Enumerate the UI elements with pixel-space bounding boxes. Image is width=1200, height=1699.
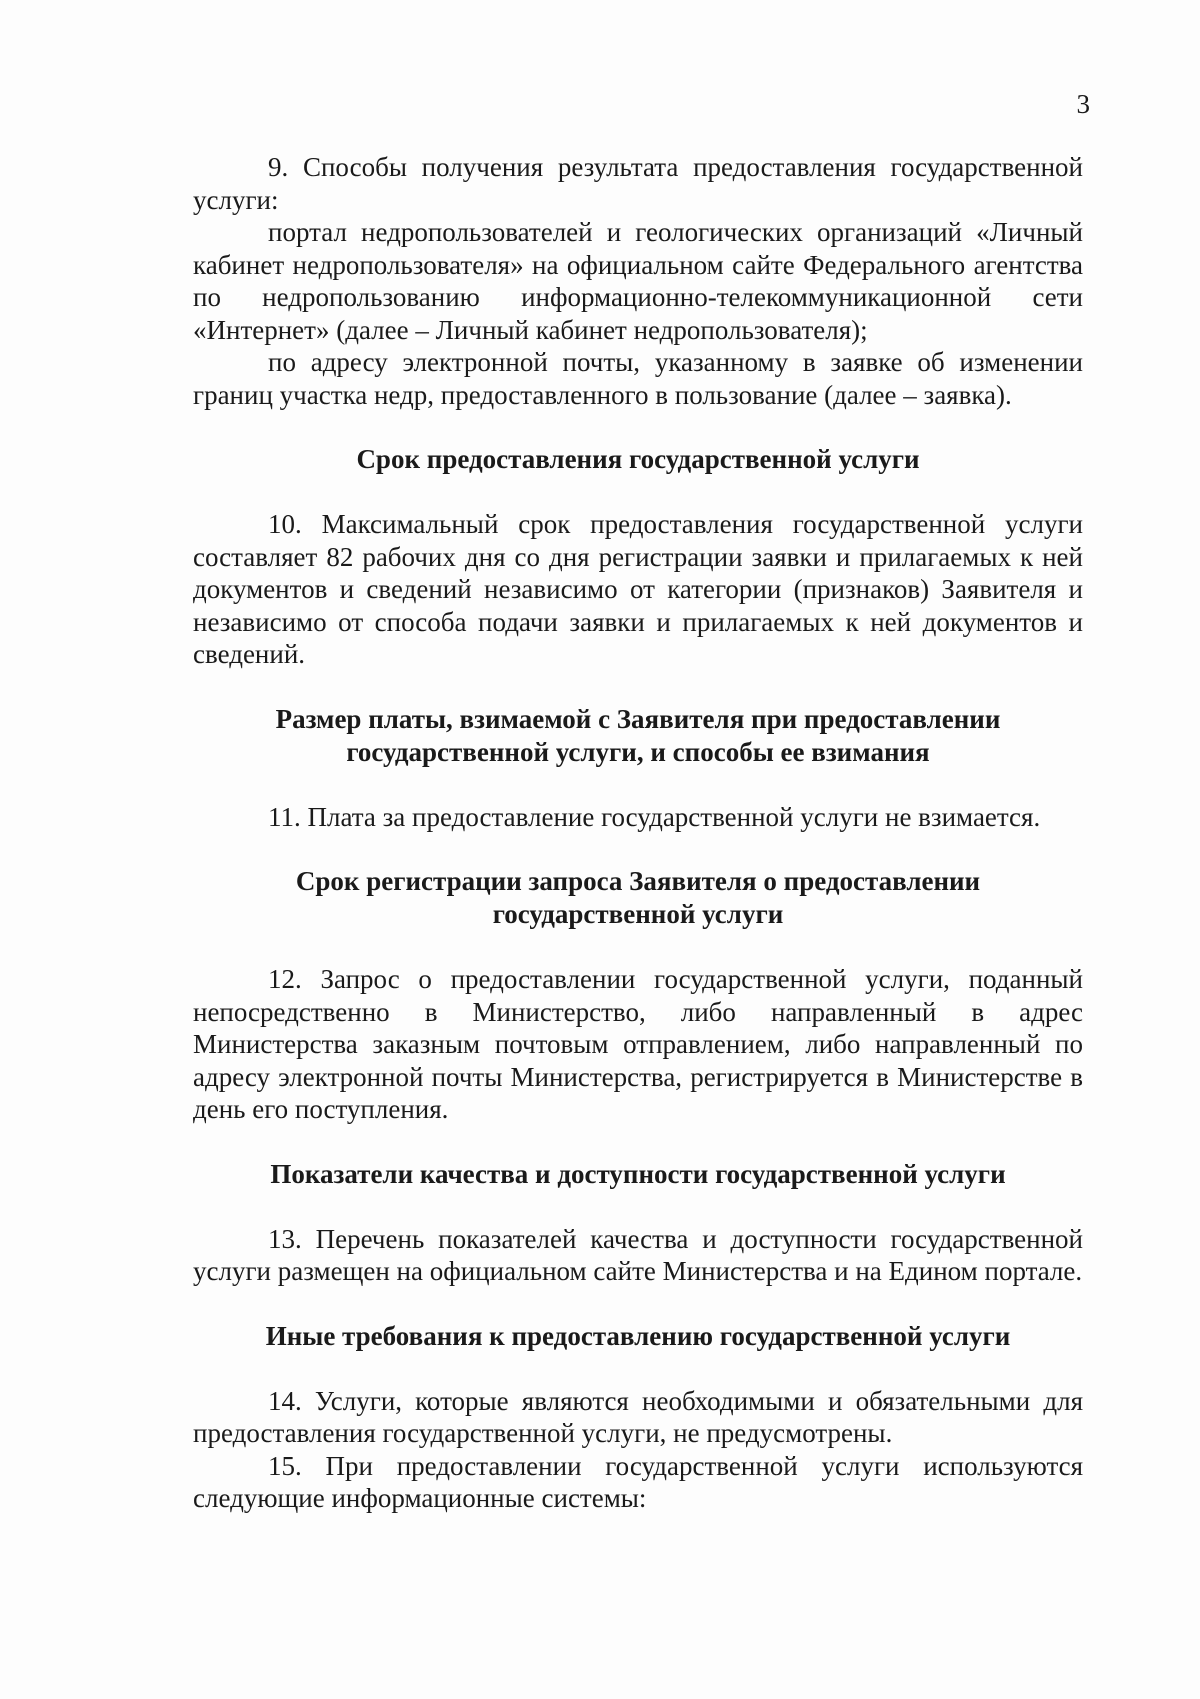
heading-fee-line-1: Размер платы, взимаемой с Заявителя при предоставлении xyxy=(275,703,1001,734)
heading-registration-term xyxy=(193,865,1083,931)
heading-quality-indicators xyxy=(193,1158,1083,1191)
heading-service-term-line-1: Срок предоставления государственной услуги xyxy=(356,444,920,474)
paragraph-12: 12. Запрос о предоставлении государственной услуги, поданный непосредственно в Министерство, либо направленный в адрес Министерства заказным почтовым отправлением, либо направленный по адресу электронной почты Министерства, регистрируется в Министерстве в день его поступления. xyxy=(193,964,1083,1124)
paragraph-9-email: по адресу электронной почты, указанному в заявке об изменении границ участка недр, предоставленного в пользование (далее – заявка). xyxy=(193,347,1083,410)
paragraph-13: 13. Перечень показателей качества и доступности государственной услуги размещен на официальном сайте Министерства и на Едином портале. xyxy=(193,1223,1083,1286)
heading-fee-line-2: государственной услуги, и способы ее взимания xyxy=(346,736,930,767)
paragraph-10: 10. Максимальный срок предоставления государственной услуги составляет 82 рабочих дня со дня регистрации заявки и прилагаемых к ней документов и сведений независимо от категории (признаков) Заявителя и независимо от способа подачи заявки и прилагаемых к ней документов и сведений. xyxy=(193,509,1083,669)
document-body xyxy=(193,151,1083,1515)
paragraph-15: 15. При предоставлении государственной услуги используются следующие информационные системы: xyxy=(193,1450,1083,1513)
heading-fee xyxy=(193,703,1083,769)
heading-quality-indicators-line-1: Показатели качества и доступности государственной услуги xyxy=(270,1158,1006,1189)
heading-other-requirements-line-1: Иные требования к предоставлению государственной услуги xyxy=(265,1320,1011,1351)
heading-other-requirements xyxy=(193,1320,1083,1353)
heading-service-term xyxy=(193,443,1083,476)
paragraph-11: 11. Плата за предоставление государственной услуги не взимается. xyxy=(268,801,1041,832)
heading-registration-term-line-2: государственной услуги xyxy=(492,899,784,929)
paragraph-14: 14. Услуги, которые являются необходимыми и обязательными для предоставления государственной услуги, не предусмотрены. xyxy=(193,1385,1083,1448)
paragraph-9: 9. Способы получения результата предоставления государственной услуги: xyxy=(193,152,1083,215)
heading-registration-term-line-1: Срок регистрации запроса Заявителя о предоставлении xyxy=(295,866,981,896)
page-number: 3 xyxy=(1076,89,1090,119)
paragraph-9-portal: портал недропользователей и геологических организаций «Личный кабинет недропользователя» на официальном сайте Федерального агентства по недропользованию информационно-телекоммуникационной сети «Интернет» (далее – Личный кабинет недропользователя); xyxy=(193,217,1083,345)
